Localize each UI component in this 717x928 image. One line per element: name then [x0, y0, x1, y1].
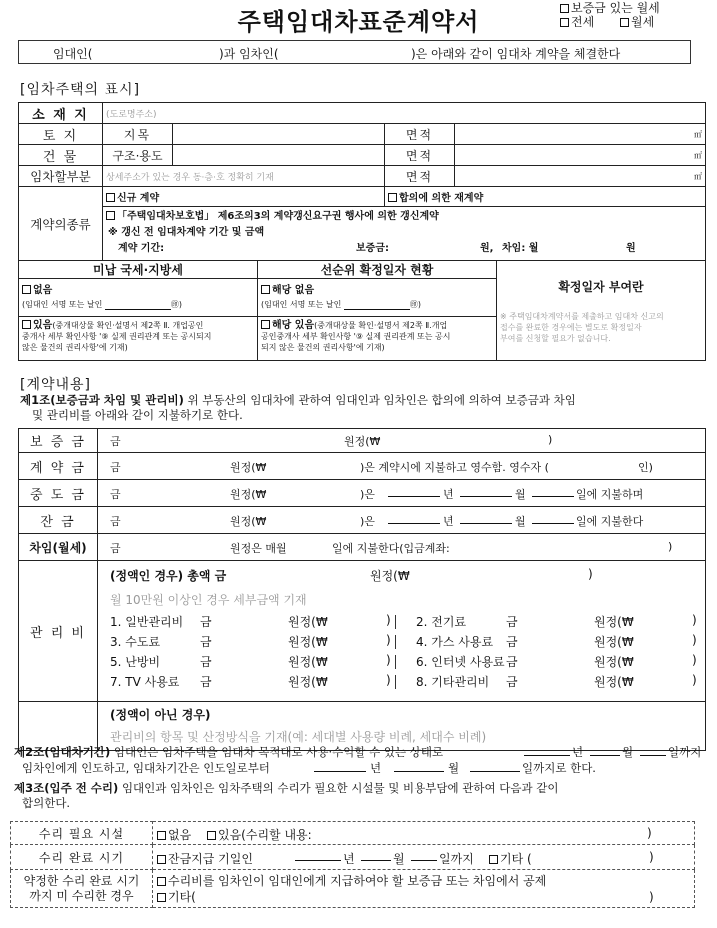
- article-2-title: 제2조(임대차기간): [14, 745, 111, 759]
- mgmt-item-name: 5. 난방비: [110, 655, 161, 669]
- checkbox-repair-balance[interactable]: [157, 855, 166, 864]
- parties-line: [18, 40, 691, 64]
- prev-won-2: 원: [626, 243, 636, 254]
- prev-rent-label: 차임: 월: [502, 243, 539, 254]
- repair-unfixed-opt-2: 기타(: [168, 889, 196, 904]
- article-2-text: 임대인은 임차주택을 임대차 목적대로 사용·수익할 수 있는 상태로: [110, 745, 444, 759]
- repair-yes-label: 있음(수리할 내용:: [218, 828, 312, 842]
- article-1-title: 제1조(보증금과 차임 및 관리비): [20, 393, 184, 407]
- priority-none-option[interactable]: [258, 279, 497, 317]
- property-section-title: [임차주택의 표시]: [20, 82, 141, 98]
- middle-payment-label: 중 도 금: [19, 480, 98, 507]
- priority-none-label: 해당 없음: [272, 285, 315, 296]
- mgmt-label-spacer: [19, 702, 98, 751]
- middle-geum: 금: [110, 488, 121, 501]
- repair-done-year: 년: [343, 852, 355, 866]
- tax-yes-note-3: 않은 물건의 권리사항'에 기재): [22, 343, 128, 352]
- article-2: [14, 745, 704, 777]
- mgmt-item[interactable]: [98, 613, 702, 631]
- rent-text: 원정은 매월: [230, 542, 287, 555]
- mgmt-item[interactable]: [98, 633, 702, 651]
- balance-won: 원정(₩: [230, 515, 267, 528]
- repair-unfixed-close: ): [649, 890, 654, 904]
- tax-none-label: 없음: [33, 285, 53, 296]
- mgmt-item-won: 원정(₩: [288, 635, 328, 649]
- type-jeonse-label: 전세: [571, 15, 595, 29]
- article-2-day: 일까지: [668, 745, 702, 759]
- article-1: [20, 393, 576, 423]
- contract-fee-tail: )은 계약시에 지불하고 영수함. 영수자 (: [360, 461, 549, 474]
- priority-seal: ㊞): [409, 300, 421, 309]
- deposit-won: 원정(₩: [344, 435, 381, 448]
- deposit-field[interactable]: [98, 429, 706, 453]
- contract-fee-won: 원정(₩: [230, 461, 267, 474]
- prev-deposit-label: 보증금:: [356, 243, 389, 254]
- tax-landlord-sign: (임대인 서명 또는 날인: [22, 300, 103, 309]
- land-area-unit: ㎡: [694, 129, 702, 139]
- repair-done-other: 기타 (: [500, 852, 532, 866]
- mgmt-item-geum: 금: [506, 655, 518, 669]
- article-2-month-2: 월: [448, 761, 460, 775]
- intro-rest: )은 아래와 같이 임대차 계약을 체결한다: [411, 47, 621, 61]
- deposit-geum: 금: [110, 435, 121, 448]
- mgmt-item-geum: 금: [200, 615, 212, 629]
- mutual-renewal-label: 합의에 의한 재계약: [399, 193, 484, 204]
- building-area-label: 면적: [385, 145, 455, 166]
- middle-month: 월: [515, 488, 526, 501]
- tax-yes-note-2: 중개사 세부 확인사항 '⑨ 실제 권리관계 또는 공시되지: [22, 332, 212, 341]
- land-label: 토 지: [19, 124, 103, 145]
- mgmt-nonfixed-hint: 관리비의 항목 및 산정방식을 기재(예: 세대별 사용량 비례, 세대수 비례): [110, 730, 487, 744]
- building-area-field[interactable]: [455, 145, 706, 166]
- property-table: [18, 102, 706, 261]
- checkbox-new-contract[interactable]: [106, 193, 115, 202]
- article-3-text-2: 합의한다.: [22, 796, 71, 810]
- article-3-title: 제3조(입주 전 수리): [14, 781, 119, 795]
- prev-period-label: 계약 기간:: [118, 243, 165, 254]
- mgmt-item-won: 원정(₩: [594, 655, 634, 669]
- repair-unfixed-opt-1: 수리비를 임차인이 임대인에게 지급하여야 할 보증금 또는 차임에서 공제: [168, 873, 547, 888]
- mgmt-item-close: ): [692, 653, 697, 667]
- tax-priority-table: [18, 260, 706, 361]
- building-area-unit: ㎡: [694, 150, 702, 160]
- renewal-right-option[interactable]: [103, 207, 706, 261]
- article-1-text-2: 및 관리비를 아래와 같이 지불하기로 한다.: [32, 408, 243, 422]
- article-2-year-2: 년: [370, 761, 382, 775]
- management-fee-label: 관 리 비: [19, 561, 98, 702]
- priority-yes-note-3: 되지 않은 물건의 권리사항'에 기재): [261, 343, 385, 352]
- middle-day: 일에 지불하며: [576, 488, 644, 501]
- contract-kind-label: 계약의종류: [19, 187, 103, 261]
- rent-geum: 금: [110, 542, 121, 555]
- rent-tail: 일에 지불한다(입금계좌:: [332, 542, 450, 555]
- checkbox-priority-yes[interactable]: [261, 320, 270, 329]
- mgmt-item-close: ): [386, 613, 391, 627]
- confirm-date-box: [497, 261, 706, 361]
- contract-fee-label: 계 약 금: [19, 453, 98, 480]
- checkbox-mutual-renewal[interactable]: [388, 193, 397, 202]
- checkbox-repair-deduct[interactable]: [157, 877, 166, 886]
- rent-label: 차임(월세): [19, 534, 98, 561]
- article-3: [14, 781, 558, 811]
- leased-area-label: 면적: [385, 166, 455, 187]
- repair-done-field[interactable]: [153, 845, 695, 870]
- article-3-text: 임대인과 임차인은 임차주택의 수리가 필요한 시설물 및 비용부담에 관하여 다음과 같이: [118, 781, 559, 795]
- mgmt-item-won: 원정(₩: [288, 615, 328, 629]
- deposit-label: 보 증 금: [19, 429, 98, 453]
- repair-done-label: 수리 완료 시기: [11, 845, 153, 870]
- mgmt-item-close: ): [386, 633, 391, 647]
- mgmt-item-name: 7. TV 사용료: [110, 675, 180, 689]
- landlord-label: 임대인(: [53, 47, 93, 61]
- new-contract-label: 신규 계약: [117, 193, 160, 204]
- mgmt-item-name: 6. 인터넷 사용료: [416, 655, 505, 669]
- mgmt-item-won: 원정(₩: [594, 615, 634, 629]
- mgmt-item-name: 3. 수도료: [110, 635, 161, 649]
- prev-period-note: ※ 갱신 전 임대차계약 기간 및 금액: [108, 227, 265, 238]
- payment-table: [18, 428, 706, 751]
- mgmt-item-geum: 금: [200, 675, 212, 689]
- leased-part-label: 임차할부분: [19, 166, 103, 187]
- priority-yes-note-1: (중개대상물 확인·설명서 제2쪽 Ⅱ.개업: [314, 321, 448, 330]
- contract-fee-field[interactable]: [98, 453, 706, 480]
- mgmt-fixed-won: 원정(₩: [370, 569, 410, 583]
- tax-seal: ㊞): [170, 300, 182, 309]
- contract-section-title: [계약내용]: [20, 377, 92, 393]
- repair-unfixed-field[interactable]: [153, 870, 695, 908]
- document-title: 주택임대차표준계약서: [237, 8, 480, 36]
- building-label: 건 물: [19, 145, 103, 166]
- confirm-note-3: 부여를 신청할 필요가 없습니다.: [500, 333, 611, 343]
- mgmt-item-close: ): [386, 653, 391, 667]
- balance-label: 잔 금: [19, 507, 98, 534]
- tax-yes-label: 있음: [33, 320, 53, 331]
- renewal-right-label: 「주택임대차보호법」 제6조의3의 계약갱신요구권 행사에 의한 갱신계약: [117, 211, 439, 222]
- balance-eun: )은: [360, 515, 375, 528]
- mgmt-nonfixed-label: (정액이 아닌 경우): [110, 708, 211, 722]
- mgmt-fixed-close: ): [588, 567, 593, 581]
- mgmt-item-won: 원정(₩: [594, 675, 634, 689]
- mgmt-item[interactable]: [98, 673, 702, 691]
- checkbox-repair-yes[interactable]: [207, 831, 216, 840]
- land-category-field[interactable]: [173, 124, 385, 145]
- middle-payment-field[interactable]: [98, 480, 706, 507]
- repair-needed-close: ): [647, 826, 652, 840]
- land-area-label: 면적: [385, 124, 455, 145]
- repair-needed-label: 수리 필요 시설: [11, 822, 153, 845]
- checkbox-repair-other[interactable]: [157, 893, 166, 902]
- mgmt-item-won: 원정(₩: [288, 675, 328, 689]
- repair-done-day: 일까지: [439, 852, 474, 866]
- rent-field[interactable]: [98, 534, 706, 561]
- priority-header: 선순위 확정일자 현황: [258, 261, 497, 279]
- management-fee-variable[interactable]: [98, 702, 706, 751]
- priority-yes-option[interactable]: [258, 317, 497, 361]
- mgmt-item-won: 원정(₩: [288, 655, 328, 669]
- balance-month: 월: [515, 515, 526, 528]
- tax-yes-note-1: (중개대상물 확인·설명서 제2쪽 Ⅱ. 개업공인: [52, 321, 204, 330]
- mgmt-item-name: 1. 일반관리비: [110, 615, 184, 629]
- contract-fee-geum: 금: [110, 461, 121, 474]
- mgmt-item-name: 8. 기타관리비: [416, 675, 490, 689]
- balance-year: 년: [443, 515, 454, 528]
- article-2-month: 월: [622, 745, 634, 759]
- location-field[interactable]: (도로명주소): [103, 103, 706, 124]
- tenant-label: )과 임차인(: [219, 47, 279, 61]
- repair-unfixed-label-2: 까지 미 수리한 경우: [29, 888, 134, 903]
- repair-needed-field[interactable]: [153, 822, 695, 845]
- contract-fee-end: 인): [638, 461, 653, 474]
- deposit-close: ): [548, 433, 553, 446]
- land-area-field[interactable]: [455, 124, 706, 145]
- priority-yes-note-2: 공인중개사 세부 확인사항 '⑨ 실제 권리관계 또는 공시: [261, 332, 451, 341]
- middle-won: 원정(₩: [230, 488, 267, 501]
- mgmt-item-won: 원정(₩: [594, 635, 634, 649]
- tax-yes-option[interactable]: [19, 317, 258, 361]
- priority-yes-label: 해당 있음: [272, 320, 315, 331]
- leased-part-field[interactable]: 상세주소가 있는 경우 동·층·호 정확히 기재: [103, 166, 385, 187]
- repair-none-label: 없음: [168, 828, 192, 842]
- mutual-renewal-option[interactable]: [385, 187, 706, 207]
- building-structure-label: 구조·용도: [103, 145, 173, 166]
- mgmt-detail-hint: 월 10만원 이상인 경우 세부금액 기재: [110, 593, 307, 607]
- confirm-note-2: 접수를 완료한 경우에는 별도로 확정일자: [500, 322, 642, 332]
- leased-area-unit: ㎡: [694, 171, 702, 181]
- article-2-year: 년: [572, 745, 584, 759]
- mgmt-item-geum: 금: [200, 655, 212, 669]
- article-2-text-2: 임차인에게 인도하고, 임대차기간은 인도일로부터: [22, 761, 270, 775]
- priority-landlord-sign: (임대인 서명 또는 날인: [261, 300, 342, 309]
- balance-day: 일에 지불한다: [576, 515, 644, 528]
- mgmt-item-name: 2. 전기료: [416, 615, 467, 629]
- mgmt-item-close: ): [386, 673, 391, 687]
- checkbox-monthly-deposit[interactable]: [560, 4, 569, 13]
- contract-type-selector: [560, 1, 660, 29]
- repair-done-balance: 잔금지급 기일인: [168, 852, 253, 866]
- checkbox-repair-done-other[interactable]: [489, 855, 498, 864]
- tax-header: 미납 국세·지방세: [19, 261, 258, 279]
- mgmt-item-geum: 금: [506, 615, 518, 629]
- repair-unfixed-label-1: 약정한 수리 완료 시기: [23, 873, 140, 888]
- type-monthly-label: 월세: [631, 15, 655, 29]
- checkbox-repair-none[interactable]: [157, 831, 166, 840]
- balance-field[interactable]: [98, 507, 706, 534]
- balance-geum: 금: [110, 515, 121, 528]
- repair-done-month: 월: [393, 852, 405, 866]
- prev-won-1: 원,: [480, 243, 494, 254]
- new-contract-option[interactable]: [103, 187, 385, 207]
- confirm-title: 확정일자 부여란: [558, 279, 644, 294]
- repairs-table: [10, 821, 695, 908]
- tax-none-option[interactable]: [19, 279, 258, 317]
- repair-unfixed-label: [11, 870, 153, 908]
- type-monthly-deposit-label: 보증금 있는 월세: [571, 1, 660, 15]
- checkbox-jeonse[interactable]: [560, 18, 569, 27]
- mgmt-item-close: ): [692, 673, 697, 687]
- mgmt-items: [98, 613, 702, 699]
- article-2-day-2: 일까지로 한다.: [522, 761, 596, 775]
- mgmt-item-close: ): [692, 613, 697, 627]
- mgmt-item-name: 4. 가스 사용료: [416, 635, 494, 649]
- leased-area-field[interactable]: [455, 166, 706, 187]
- checkbox-priority-none[interactable]: [261, 285, 270, 294]
- location-label: 소 재 지: [19, 103, 103, 124]
- checkbox-renewal-right[interactable]: [106, 211, 115, 220]
- checkbox-monthly[interactable]: [620, 18, 629, 27]
- mgmt-item[interactable]: [98, 653, 702, 671]
- mgmt-item-geum: 금: [506, 675, 518, 689]
- management-fee-fixed[interactable]: [98, 561, 706, 702]
- mgmt-item-geum: 금: [200, 635, 212, 649]
- rent-close: ): [668, 540, 673, 553]
- middle-year: 년: [443, 488, 454, 501]
- mgmt-item-geum: 금: [506, 635, 518, 649]
- land-category-label: 지목: [103, 124, 173, 145]
- checkbox-tax-yes[interactable]: [22, 320, 31, 329]
- repair-done-close: ): [649, 850, 654, 864]
- middle-eun: )은: [360, 488, 375, 501]
- confirm-note-1: ※ 주택임대차계약서를 제출하고 임대차 신고의: [500, 311, 664, 321]
- mgmt-fixed-label: (정액인 경우) 총액 금: [110, 569, 227, 583]
- checkbox-tax-none[interactable]: [22, 285, 31, 294]
- building-structure-field[interactable]: [173, 145, 385, 166]
- article-1-text: 위 부동산의 임대차에 관하여 임대인과 임차인은 합의에 의하여 보증금과 차임: [183, 393, 576, 407]
- mgmt-item-close: ): [692, 633, 697, 647]
